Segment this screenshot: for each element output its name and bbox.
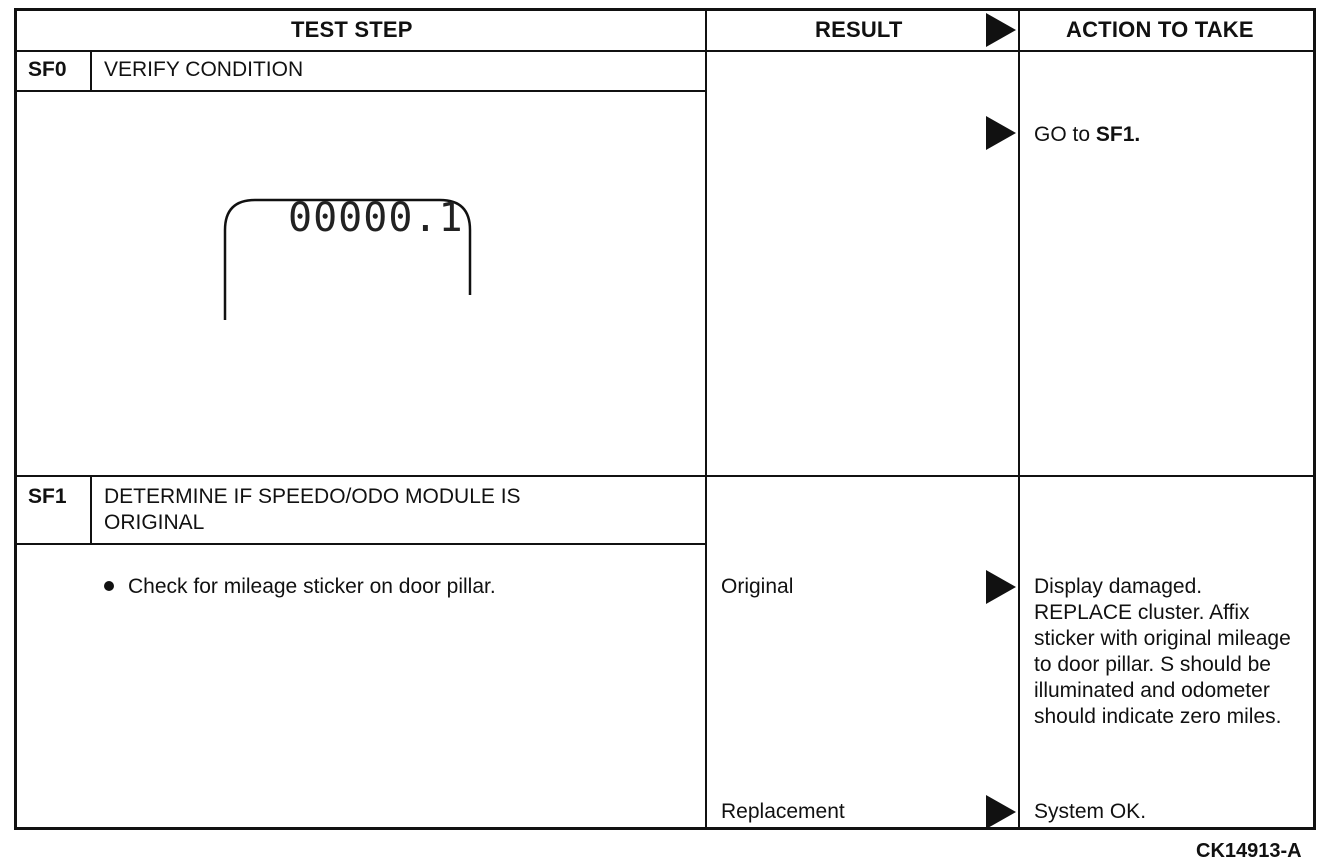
table-border-left (14, 8, 17, 830)
sf0-code: SF0 (28, 58, 67, 81)
sf1-replacement-arrow-icon (986, 795, 1016, 829)
sf1-title-divider (14, 543, 707, 545)
table-border-top (14, 8, 1316, 11)
odometer-reading: 00000.1 (288, 195, 464, 241)
column-divider-result (705, 8, 707, 830)
sf1-title-line2: ORIGINAL (104, 511, 205, 534)
sf0-title-divider (14, 90, 707, 92)
header-arrow-icon (986, 13, 1016, 47)
header-divider (14, 50, 1316, 52)
header-result: RESULT (815, 17, 903, 42)
sf0-action-ref: SF1. (1095, 123, 1141, 146)
sf0-arrow-icon (986, 116, 1016, 150)
sf1-code: SF1 (28, 485, 67, 508)
figure-id: CK14913-A (1196, 840, 1302, 862)
sf1-action-replacement: System OK. (1034, 800, 1147, 823)
sf1-bullet-text: Check for mileage sticker on door pillar. (128, 575, 496, 598)
header-test-step: TEST STEP (291, 17, 413, 42)
sf1-result-replacement: Replacement (721, 800, 845, 823)
row-divider-sf1 (14, 475, 1316, 477)
sf1-action-original: Display damaged. REPLACE cluster. Affix sticker with original mileage to door pillar. S should be illuminated and odometer should indicate zero miles. (1034, 575, 1291, 728)
sf0-action (1034, 122, 1140, 148)
sf0-action-prefix: GO to (1034, 123, 1096, 146)
sf1-result-original: Original (721, 575, 794, 598)
sf1-original-arrow-icon (986, 570, 1016, 604)
table-border-right (1313, 8, 1316, 830)
column-divider-action (1018, 8, 1020, 830)
sf0-title: VERIFY CONDITION (104, 58, 304, 81)
sf1-title-line1: DETERMINE IF SPEEDO/ODO MODULE IS (104, 485, 521, 508)
header-action-to-take: ACTION TO TAKE (1066, 17, 1254, 42)
sf0-code-divider (90, 50, 92, 92)
table-border-bottom (14, 827, 1316, 830)
bullet-icon (104, 581, 114, 591)
sf1-code-divider (90, 475, 92, 545)
